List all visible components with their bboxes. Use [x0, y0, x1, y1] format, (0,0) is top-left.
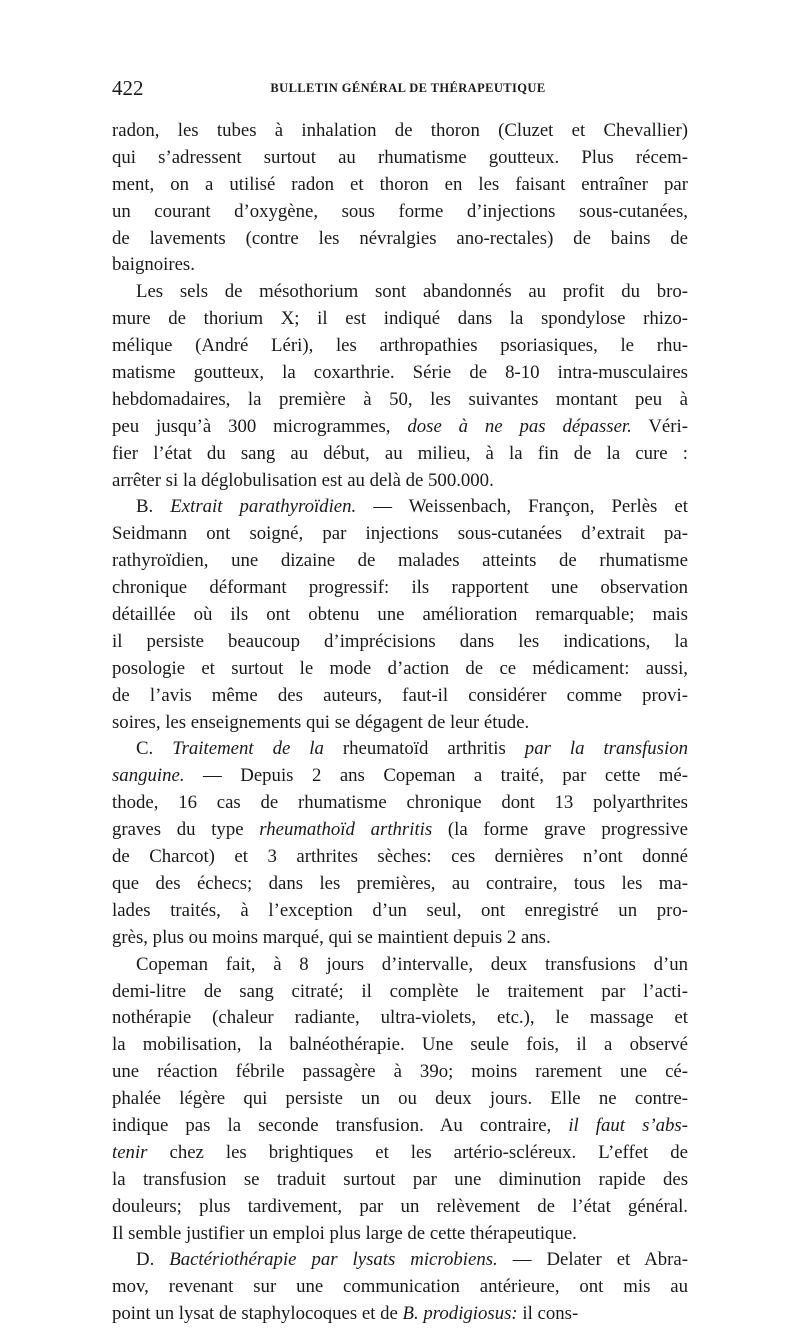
text-run: chez les brightiques et les artério-scléreux. L’effet de	[147, 1141, 688, 1163]
text-run: de Charcot) et 3 arthrites sèches: ces dernières n’ont donné	[112, 846, 688, 868]
text-line	[112, 548, 688, 575]
text-run: arrêter si la déglobulisation est au delà de 500.000.	[112, 469, 494, 491]
text-run: lades traités, à l’exception d’un seul, ont enregistré un pro-	[112, 899, 688, 921]
italic-text: sanguine.	[112, 765, 185, 787]
text-line	[112, 252, 688, 279]
text-run: fier l’état du sang au début, au milieu, à la fin de la cure :	[112, 442, 688, 464]
text-run: soires, les enseignements qui se dégagent de leur étude.	[112, 711, 530, 733]
italic-text: rheumathoïd arthritis	[259, 819, 433, 841]
text-run: matisme goutteux, la coxarthrie. Série de 8-10 intra-musculaires	[112, 362, 688, 384]
text-line	[112, 1194, 688, 1221]
text-line	[112, 279, 688, 306]
text-line	[112, 387, 688, 414]
text-run: radon, les tubes à inhalation de thoron (Cluzet et Chevallier)	[112, 120, 688, 141]
text-run: Seidmann ont soigné, par injections sous-cutanées d’extrait pa-	[112, 523, 688, 545]
text-line	[112, 952, 688, 979]
text-line	[112, 629, 688, 656]
text-line	[112, 844, 688, 871]
italic-text: il faut s’abs-	[568, 1114, 688, 1136]
text-run: rathyroïdien, une dizaine de malades atteints de rhumatisme	[112, 550, 688, 572]
text-line	[112, 898, 688, 925]
italic-text: tenir	[112, 1141, 148, 1163]
page-number: 422	[112, 76, 144, 100]
italic-text: par la transfusion	[524, 738, 688, 760]
text-line	[112, 521, 688, 548]
text-line	[112, 710, 688, 737]
text-line	[112, 1221, 688, 1248]
text-run: mov, revenant sur une communication antérieure, ont mis au	[112, 1276, 688, 1298]
text-run: rheumatoïd arthritis	[323, 738, 525, 760]
text-run: baignoires.	[112, 254, 195, 276]
page-header	[112, 76, 688, 102]
text-line	[112, 468, 688, 495]
text-line	[112, 790, 688, 817]
text-run: thode, 16 cas de rhumatisme chronique dont 13 polyarthrites	[112, 792, 688, 814]
text-line	[112, 226, 688, 253]
text-line	[112, 1113, 688, 1140]
text-run: — Delater et Abra-	[497, 1249, 688, 1271]
text-run: il cons-	[517, 1303, 579, 1325]
text-line	[112, 602, 688, 629]
text-line	[112, 1005, 688, 1032]
text-run: — Weissenbach, Françon, Perlès et	[356, 496, 688, 518]
text-run: B.	[136, 496, 171, 518]
text-run: phalée légère qui persiste un ou deux jours. Elle ne contre-	[112, 1088, 688, 1110]
text-line	[112, 1247, 688, 1274]
text-line	[112, 683, 688, 710]
text-run: (la forme grave progressive	[432, 819, 688, 841]
text-run: D.	[136, 1249, 170, 1271]
text-line	[112, 1301, 688, 1328]
text-line	[112, 871, 688, 898]
text-run: C.	[136, 738, 173, 760]
text-line	[112, 441, 688, 468]
text-run: détaillée où ils ont obtenu une amélioration remarquable; mais	[112, 604, 688, 626]
text-run: graves du type	[112, 819, 260, 841]
text-run: une réaction fébrile passagère à 39o; moins rarement une cé-	[112, 1061, 688, 1083]
text-run: Véri-	[631, 415, 688, 437]
text-line	[112, 979, 688, 1006]
text-run: Les sels de mésothorium sont abandonnés au profit du bro-	[136, 281, 688, 303]
text-run: de l’avis même des auteurs, faut-il considérer comme provi-	[112, 684, 688, 706]
text-run: douleurs; plus tardivement, par un relèvement de l’état général.	[112, 1195, 688, 1217]
text-line	[112, 817, 688, 844]
body-text	[112, 118, 688, 1328]
text-line	[112, 1167, 688, 1194]
italic-text: Bactériothérapie par lysats microbiens.	[169, 1249, 498, 1271]
text-run: la transfusion se traduit surtout par une diminution rapide des	[112, 1168, 688, 1190]
text-line	[112, 306, 688, 333]
text-run: peu jusqu’à 300 microgrammes,	[112, 415, 408, 437]
text-line	[112, 1140, 688, 1167]
text-line	[112, 1086, 688, 1113]
text-run: Copeman fait, à 8 jours d’intervalle, deux transfusions d’un	[136, 953, 688, 975]
text-run: que des échecs; dans les premières, au contraire, tous les ma-	[112, 872, 688, 894]
text-run: grès, plus ou moins marqué, qui se maintient depuis 2 ans.	[112, 926, 551, 948]
text-run: nothérapie (chaleur radiante, ultra-violets, etc.), le massage et	[112, 1007, 688, 1029]
text-line	[112, 736, 688, 763]
text-line	[112, 656, 688, 683]
text-run: — Depuis 2 ans Copeman a traité, par cette mé-	[184, 765, 688, 787]
text-run: posologie et surtout le mode d’action de ce médicament: aussi,	[112, 657, 688, 679]
text-line	[112, 118, 688, 145]
text-run: de lavements (contre les névralgies ano-rectales) de bains de	[112, 227, 688, 249]
italic-text: Extrait parathyroïdien.	[170, 496, 357, 518]
text-line	[112, 333, 688, 360]
text-line	[112, 1032, 688, 1059]
text-line	[112, 414, 688, 441]
text-run: un courant d’oxygène, sous forme d’injections sous-cutanées,	[112, 200, 688, 222]
text-run: mélique (André Léri), les arthropathies psoriasiques, le rhu-	[112, 335, 688, 357]
text-run: la mobilisation, la balnéothérapie. Une seule fois, il a observé	[112, 1034, 688, 1056]
text-line	[112, 575, 688, 602]
text-line	[112, 172, 688, 199]
text-run: point un lysat de staphylocoques et de	[112, 1303, 403, 1325]
text-run: hebdomadaires, la première à 50, les suivantes montant peu à	[112, 388, 688, 410]
italic-text: dose à ne pas dépasser.	[407, 415, 632, 437]
text-line	[112, 145, 688, 172]
text-run: mure de thorium X; il est indiqué dans la spondylose rhizo-	[112, 308, 688, 330]
running-title: BULLETIN GÉNÉRAL DE THÉRAPEUTIQUE	[270, 81, 546, 95]
text-run: chronique déformant progressif: ils rapportent une observation	[112, 577, 688, 599]
text-run: Il semble justifier un emploi plus large de cette thérapeutique.	[112, 1222, 577, 1244]
text-run: qui s’adressent surtout au rhumatisme goutteux. Plus récem-	[112, 146, 688, 168]
text-line	[112, 1059, 688, 1086]
text-run: demi-litre de sang citraté; il complète le traitement par l’acti-	[112, 980, 688, 1002]
italic-text: B. prodigiosus:	[402, 1303, 518, 1325]
text-run: il persiste beaucoup d’imprécisions dans les indications, la	[112, 630, 688, 652]
text-line	[112, 1274, 688, 1301]
text-line	[112, 925, 688, 952]
text-run: ment, on a utilisé radon et thoron en les faisant entraîner par	[112, 173, 688, 195]
text-line	[112, 360, 688, 387]
text-run: indique pas la seconde transfusion. Au contraire,	[112, 1114, 569, 1136]
text-line	[112, 494, 688, 521]
text-line	[112, 763, 688, 790]
italic-text: Traitement de la	[172, 738, 324, 760]
text-line	[112, 199, 688, 226]
